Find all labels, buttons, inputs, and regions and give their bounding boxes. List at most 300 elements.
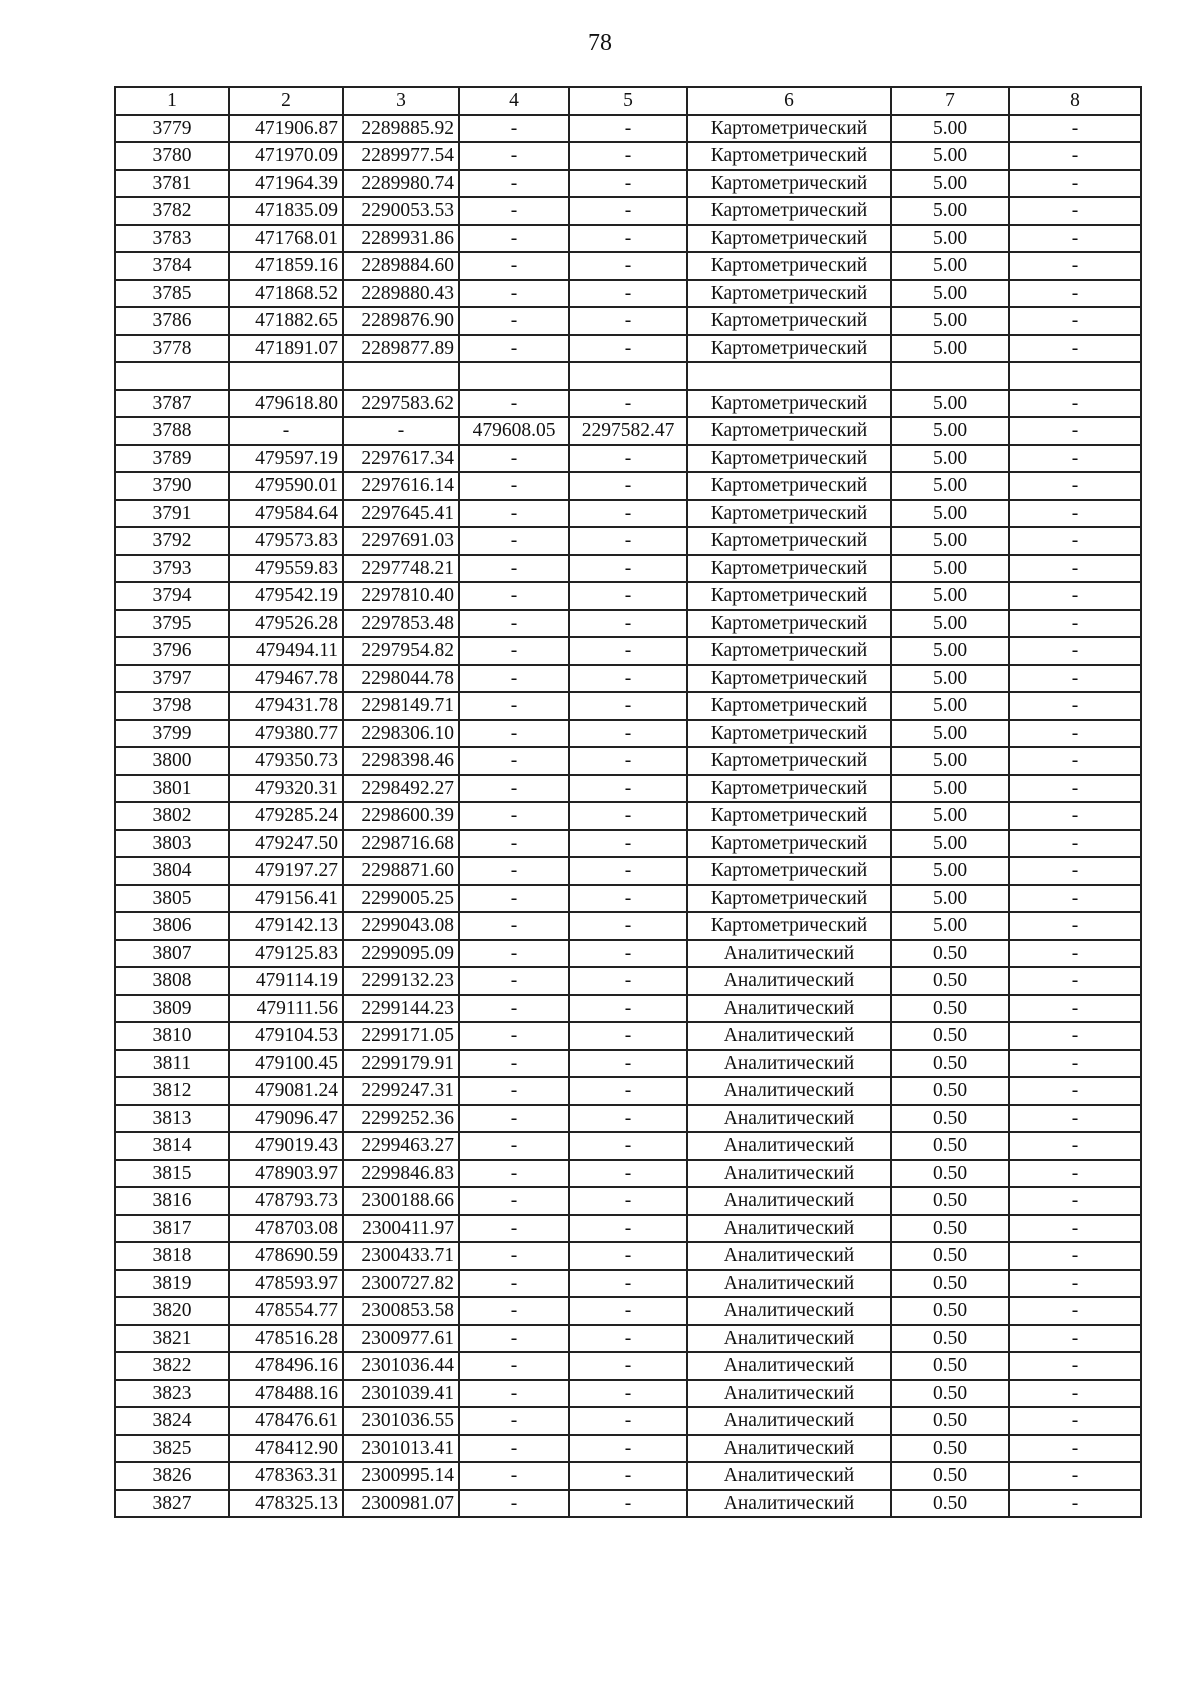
table-cell: 479197.27 [229,857,343,885]
table-cell: 478903.97 [229,1160,343,1188]
table-cell: 2298600.39 [343,802,459,830]
table-cell: - [1009,1242,1141,1270]
table-cell: - [459,252,569,280]
table-cell: Картометрический [687,885,891,913]
table-cell: 2299005.25 [343,885,459,913]
table-cell: - [459,665,569,693]
table-cell: - [569,1160,687,1188]
table-row [115,1050,1141,1078]
table-cell: - [1009,1132,1141,1160]
table-cell: 0.50 [891,1132,1009,1160]
table-cell: - [569,500,687,528]
table-cell: - [569,885,687,913]
table-cell: 5.00 [891,637,1009,665]
table-cell: 5.00 [891,280,1009,308]
table-row [115,720,1141,748]
table-cell: - [459,1352,569,1380]
table-cell: - [459,885,569,913]
table-cell: - [569,1435,687,1463]
table-cell: 2298149.71 [343,692,459,720]
table-cell: Картометрический [687,775,891,803]
table-row [115,1187,1141,1215]
table-row [115,967,1141,995]
table-row [115,775,1141,803]
table-cell: 471970.09 [229,142,343,170]
table-cell: 479542.19 [229,582,343,610]
table-cell: - [569,1187,687,1215]
table-cell: 3792 [115,527,229,555]
table-cell: - [569,390,687,418]
table-cell: 2289931.86 [343,225,459,253]
table-row [115,280,1141,308]
table-cell: 3811 [115,1050,229,1078]
table-cell: 3780 [115,142,229,170]
table-cell: - [569,967,687,995]
table-cell: - [1009,1187,1141,1215]
table-cell: - [569,692,687,720]
table-cell: 2289884.60 [343,252,459,280]
table-row [115,802,1141,830]
table-cell: 0.50 [891,1297,1009,1325]
table-cell: - [1009,1407,1141,1435]
table-cell: 3805 [115,885,229,913]
table-cell: 479285.24 [229,802,343,830]
table-cell: - [459,390,569,418]
table-row [115,500,1141,528]
table-cell: - [459,335,569,363]
table-cell: - [569,1077,687,1105]
table-cell: 3798 [115,692,229,720]
table-cell: 3824 [115,1407,229,1435]
table-cell: - [1009,1270,1141,1298]
table-cell: - [569,1022,687,1050]
table-cell [687,362,891,390]
table-cell: 2289885.92 [343,115,459,143]
table-cell: 471835.09 [229,197,343,225]
table-row [115,362,1141,390]
table-cell: 479584.64 [229,500,343,528]
table-cell: 3802 [115,802,229,830]
table-row [115,582,1141,610]
table-cell: - [569,610,687,638]
table-cell: - [1009,115,1141,143]
table-cell: - [459,720,569,748]
table-cell: - [1009,555,1141,583]
table-cell: - [459,912,569,940]
table-cell: - [459,500,569,528]
table-cell: 3803 [115,830,229,858]
table-cell: 479320.31 [229,775,343,803]
table-cell: 5.00 [891,527,1009,555]
table-cell: - [1009,1462,1141,1490]
table-row [115,1132,1141,1160]
table-cell: - [1009,1105,1141,1133]
table-cell: - [569,115,687,143]
table-row [115,885,1141,913]
table-cell: - [1009,610,1141,638]
table-cell: - [569,555,687,583]
table-cell: 5.00 [891,170,1009,198]
table-cell: 5.00 [891,610,1009,638]
table-cell: 3796 [115,637,229,665]
table-row [115,1297,1141,1325]
table-cell: - [1009,472,1141,500]
table-cell: - [569,637,687,665]
table-cell: Аналитический [687,1215,891,1243]
table-cell: - [1009,390,1141,418]
table-cell: 3826 [115,1462,229,1490]
table-cell: 2298398.46 [343,747,459,775]
table-cell: - [569,307,687,335]
table-row [115,1435,1141,1463]
table-cell: Картометрический [687,225,891,253]
table-cell: - [459,582,569,610]
table-cell: - [459,225,569,253]
table-cell: - [1009,527,1141,555]
table-cell: 479114.19 [229,967,343,995]
table-cell: 2290053.53 [343,197,459,225]
table-cell: 5.00 [891,830,1009,858]
table-cell: - [459,1297,569,1325]
table-cell: 3804 [115,857,229,885]
table-cell: 2298716.68 [343,830,459,858]
table-cell: 3813 [115,1105,229,1133]
table-row [115,912,1141,940]
table-cell: Картометрический [687,747,891,775]
table-cell: Картометрический [687,417,891,445]
table-row [115,1270,1141,1298]
table-cell: - [1009,225,1141,253]
table-cell: 0.50 [891,1270,1009,1298]
table-cell: Картометрический [687,280,891,308]
table-cell: 5.00 [891,417,1009,445]
table-cell: 2297691.03 [343,527,459,555]
table-cell: 5.00 [891,252,1009,280]
table-cell: - [459,555,569,583]
table-cell: 3787 [115,390,229,418]
table-cell: - [229,417,343,445]
table-cell: Картометрический [687,142,891,170]
table-row [115,610,1141,638]
table-cell: - [1009,1022,1141,1050]
table-cell: - [459,830,569,858]
table-cell: 3816 [115,1187,229,1215]
table-cell: 479467.78 [229,665,343,693]
coordinates-table [114,86,1142,1518]
table-cell: - [569,1242,687,1270]
table-cell: 2298492.27 [343,775,459,803]
table-cell: Картометрический [687,912,891,940]
table-cell: 0.50 [891,1187,1009,1215]
table-cell: - [459,692,569,720]
table-cell: - [1009,747,1141,775]
table-cell [569,362,687,390]
table-cell: 0.50 [891,1380,1009,1408]
table-cell: 479111.56 [229,995,343,1023]
table-cell: - [569,1050,687,1078]
table-cell: 5.00 [891,445,1009,473]
table-cell: 2299171.05 [343,1022,459,1050]
table-cell: - [1009,252,1141,280]
table-row [115,1105,1141,1133]
table-cell: 479019.43 [229,1132,343,1160]
table-cell: - [1009,1297,1141,1325]
table-cell: - [459,1215,569,1243]
table-cell: 3817 [115,1215,229,1243]
table-cell: - [459,1242,569,1270]
table-cell: Картометрический [687,390,891,418]
table-cell: - [459,1050,569,1078]
table-cell: - [1009,912,1141,940]
table-cell: 2299043.08 [343,912,459,940]
table-cell: - [569,252,687,280]
table-cell: - [1009,445,1141,473]
table-cell: - [1009,802,1141,830]
table-cell: 2289880.43 [343,280,459,308]
table-cell: Картометрический [687,307,891,335]
table-cell: - [459,280,569,308]
table-cell: - [569,1325,687,1353]
table-cell: Картометрический [687,555,891,583]
table-cell: 0.50 [891,1077,1009,1105]
page-number: 78 [588,30,612,56]
table-cell: Аналитический [687,1380,891,1408]
table-row [115,170,1141,198]
table-cell: 2299252.36 [343,1105,459,1133]
table-cell: - [1009,830,1141,858]
table-cell: - [1009,500,1141,528]
table-cell: - [459,747,569,775]
table-cell: - [1009,280,1141,308]
table-cell: - [569,1297,687,1325]
table-cell: - [569,445,687,473]
table-cell: - [569,665,687,693]
table-cell: 479494.11 [229,637,343,665]
table-cell: 3818 [115,1242,229,1270]
table-cell: - [459,1160,569,1188]
table-cell: 3785 [115,280,229,308]
table-cell: - [459,610,569,638]
table-cell: - [569,1490,687,1518]
table-cell: 479590.01 [229,472,343,500]
table-cell: 0.50 [891,1407,1009,1435]
table-cell: 2297853.48 [343,610,459,638]
table-cell: Картометрический [687,252,891,280]
table-cell: - [1009,1380,1141,1408]
table-cell: 478516.28 [229,1325,343,1353]
table-cell: - [1009,170,1141,198]
table-cell: - [343,417,459,445]
table-cell: 0.50 [891,1435,1009,1463]
table-cell: 0.50 [891,995,1009,1023]
table-cell: 3788 [115,417,229,445]
table-cell: - [459,940,569,968]
table-cell: 5.00 [891,885,1009,913]
table-cell: - [569,225,687,253]
table-cell: 2297748.21 [343,555,459,583]
table-cell: 3782 [115,197,229,225]
table-cell: - [1009,665,1141,693]
table-cell: Аналитический [687,1462,891,1490]
table-cell: - [569,775,687,803]
table-cell: - [1009,775,1141,803]
table-cell: - [1009,1050,1141,1078]
table-cell: 479350.73 [229,747,343,775]
column-header: 2 [229,87,343,115]
table-cell: - [459,472,569,500]
table-cell: Картометрический [687,830,891,858]
table-cell: 2299463.27 [343,1132,459,1160]
table-cell: 3795 [115,610,229,638]
table-cell: 3814 [115,1132,229,1160]
table-cell: 3799 [115,720,229,748]
table-cell: Картометрический [687,170,891,198]
table-row [115,637,1141,665]
table-cell: 2300995.14 [343,1462,459,1490]
table-cell: Картометрический [687,692,891,720]
table-cell: - [459,1407,569,1435]
table-cell: 3810 [115,1022,229,1050]
table-cell: 3786 [115,307,229,335]
table-cell: 2297617.34 [343,445,459,473]
table-cell: Аналитический [687,1270,891,1298]
table-cell: - [569,582,687,610]
table-cell: Картометрический [687,197,891,225]
table-cell: 0.50 [891,940,1009,968]
table-cell: - [459,995,569,1023]
table-cell: - [459,967,569,995]
table-cell: 3809 [115,995,229,1023]
table-cell: 478593.97 [229,1270,343,1298]
table-cell: Картометрический [687,637,891,665]
column-header: 1 [115,87,229,115]
table-cell: 5.00 [891,802,1009,830]
column-header: 7 [891,87,1009,115]
table-cell: 479104.53 [229,1022,343,1050]
table-cell: - [1009,720,1141,748]
table-row [115,1490,1141,1518]
table-row [115,665,1141,693]
table-cell: 479431.78 [229,692,343,720]
table-cell: 2300981.07 [343,1490,459,1518]
table-cell: Аналитический [687,995,891,1023]
table-cell: 3827 [115,1490,229,1518]
table-cell: 5.00 [891,912,1009,940]
table-cell: 3819 [115,1270,229,1298]
table-cell: 5.00 [891,692,1009,720]
table-cell: - [569,197,687,225]
table-cell: 478703.08 [229,1215,343,1243]
table-cell: - [569,142,687,170]
table-cell: - [1009,1352,1141,1380]
table-cell: 479125.83 [229,940,343,968]
table-cell: Аналитический [687,1490,891,1518]
table-cell: Аналитический [687,940,891,968]
table-cell: 5.00 [891,500,1009,528]
table-cell: 479380.77 [229,720,343,748]
table-cell: 478793.73 [229,1187,343,1215]
table-cell: 3825 [115,1435,229,1463]
table-cell: Картометрический [687,335,891,363]
table-cell: - [569,280,687,308]
table-cell: - [1009,940,1141,968]
table-cell: Картометрический [687,720,891,748]
table-cell [115,362,229,390]
table-cell: 2301013.41 [343,1435,459,1463]
table-cell: - [1009,582,1141,610]
table-row [115,472,1141,500]
table-cell: 471891.07 [229,335,343,363]
table-cell: Картометрический [687,500,891,528]
table-row [115,692,1141,720]
table-cell: 2299846.83 [343,1160,459,1188]
table-cell: 2300727.82 [343,1270,459,1298]
table-cell: 3797 [115,665,229,693]
table-cell: 478554.77 [229,1297,343,1325]
table-cell: 478690.59 [229,1242,343,1270]
table-cell: - [459,1380,569,1408]
table-cell: 3822 [115,1352,229,1380]
table-cell: Аналитический [687,1352,891,1380]
table-cell: 3823 [115,1380,229,1408]
table-row [115,830,1141,858]
table-cell: - [459,1490,569,1518]
table-cell: - [569,995,687,1023]
table-cell: 3789 [115,445,229,473]
table-cell: 2299247.31 [343,1077,459,1105]
table-cell: - [569,857,687,885]
table-cell: 0.50 [891,1022,1009,1050]
table-cell: - [569,720,687,748]
table-cell: Аналитический [687,1187,891,1215]
table-cell: - [1009,1160,1141,1188]
table-cell: - [459,637,569,665]
table-cell: - [1009,995,1141,1023]
table-cell [459,362,569,390]
table-cell: 5.00 [891,857,1009,885]
table-cell: 2297616.14 [343,472,459,500]
table-header-row [115,87,1141,115]
table-cell: Аналитический [687,1132,891,1160]
table-cell: 2297645.41 [343,500,459,528]
table-cell: - [1009,1435,1141,1463]
table-row [115,390,1141,418]
table-cell: - [1009,1490,1141,1518]
table-cell: 479142.13 [229,912,343,940]
table-cell: - [459,802,569,830]
table-cell: - [569,1462,687,1490]
table-cell: Аналитический [687,1160,891,1188]
table-cell: 5.00 [891,142,1009,170]
table-cell: 5.00 [891,307,1009,335]
table-cell: - [569,1105,687,1133]
table-cell: - [459,307,569,335]
table-cell: 478325.13 [229,1490,343,1518]
table-cell: 5.00 [891,115,1009,143]
table-cell: 5.00 [891,747,1009,775]
table-cell: 478363.31 [229,1462,343,1490]
table-row [115,1242,1141,1270]
table-row [115,940,1141,968]
table-cell: 3821 [115,1325,229,1353]
table-cell: 2301039.41 [343,1380,459,1408]
table-cell: 2301036.55 [343,1407,459,1435]
table-cell: Картометрический [687,527,891,555]
table-cell [1009,362,1141,390]
table-cell: - [1009,637,1141,665]
table-cell: 3812 [115,1077,229,1105]
table-cell: 2300977.61 [343,1325,459,1353]
